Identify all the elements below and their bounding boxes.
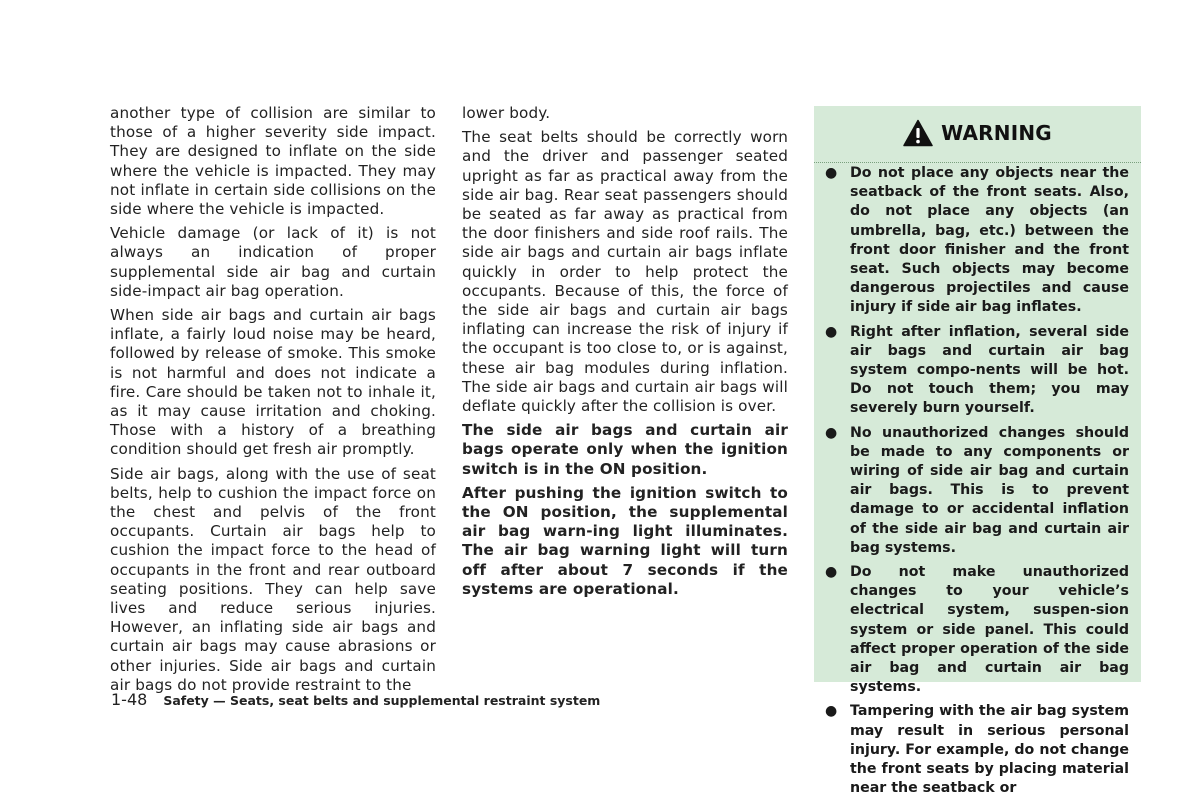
paragraph: Vehicle damage (or lack of it) is not always an indication of proper supplemental side air bag and curtain side-impact air bag operation. — [110, 224, 436, 300]
page-number: 1-48 — [111, 690, 148, 709]
page-footer — [111, 690, 600, 709]
warning-box — [814, 106, 1141, 797]
warning-triangle-icon — [903, 119, 933, 147]
warning-header — [814, 106, 1141, 160]
paragraph: another type of collision are similar to those of a higher severity side impact. They are designed to inflate on the side where the vehicle is impacted. They may not inflate in certain side collisions on the side where the vehicle is impacted. — [110, 104, 436, 219]
bullet-icon: ● — [825, 323, 838, 340]
warning-item-text: Do not place any objects near the seatback of the front seats. Also, do not place any objects (an umbrella, bag, etc.) between the front door finisher and the front seat. Such objects may become dangerous projectiles and cause injury if side air bag inflates. — [850, 165, 1129, 316]
warning-item — [814, 164, 1141, 318]
warning-item-text: Right after inflation, several side air bags and curtain air bag system compo-nents will be hot. Do not touch them; you may severely burn yourself. — [850, 323, 1129, 417]
warning-title: WARNING — [941, 121, 1052, 145]
bullet-icon: ● — [825, 564, 838, 581]
bold-paragraph: The side air bags and curtain air bags operate only when the ignition switch is in the ON position. — [462, 421, 788, 478]
warning-item — [814, 563, 1141, 697]
warning-item — [814, 323, 1141, 419]
bullet-icon: ● — [825, 703, 838, 720]
text-column-middle — [462, 104, 788, 604]
warning-item-text: Do not make unauthorized changes to your vehicle’s electrical system, suspen-sion system or side panel. This could affect proper operation of the side air bag and curtain air bag systems. — [850, 564, 1129, 696]
paragraph: Side air bags, along with the use of seat belts, help to cushion the impact force on the chest and pelvis of the front occupants. Curtain air bags help to cushion the impact force to the head of occupants in the front and rear outboard seating positions. They can help save lives and reduce serious injuries. However, an inflating side air bags and curtain air bags may cause abrasions or other injuries. Side air bags and curtain air bags do not provide restraint to the — [110, 464, 436, 694]
paragraph: lower body. — [462, 104, 551, 122]
paragraph: The seat belts should be correctly worn and the driver and passenger seated upright as far as practical away from the side air bag. Rear seat passengers should be seated as far away as practical from the door finishers and side roof rails. The side air bags and curtain air bags inflate quickly in order to help protect the occupants. Because of this, the force of the side air bags and curtain air bags inflating can increase the risk of injury if the occupant is too close to, or is against, these air bag modules during inflation. The side air bags and curtain air bags will deflate quickly after the collision is over. — [462, 128, 788, 416]
warning-list — [814, 164, 1141, 804]
text-column-left — [110, 104, 436, 700]
bullet-icon: ● — [825, 165, 838, 181]
bold-paragraph: After pushing the ignition switch to the ON position, the supplemental air bag warn-ing light illuminates. The air bag warning light will turn off after about 7 seconds if the systems are operational. — [462, 483, 788, 598]
section-title: Safety — Seats, seat belts and supplemental restraint system — [163, 693, 601, 708]
paragraph: When side air bags and curtain air bags inflate, a fairly loud noise may be heard, followed by release of smoke. This smoke is not harmful and does not indicate a fire. Care should be taken not to inhale it, as it may cause irritation and choking. Those with a history of a breathing condition should get fresh air promptly. — [110, 306, 436, 459]
bullet-icon: ● — [825, 424, 838, 441]
divider — [814, 162, 1141, 163]
warning-item — [814, 702, 1141, 798]
warning-item-text: No unauthorized changes should be made to any components or wiring of side air bag and curtain air bags. This is to prevent damage to or accidental inflation of the side air bag and curtain air bag systems. — [850, 424, 1129, 556]
warning-item-text: Tampering with the air bag system may result in serious personal injury. For example, do not change the front seats by placing material near the seatback or — [850, 703, 1129, 797]
warning-item — [814, 424, 1141, 558]
